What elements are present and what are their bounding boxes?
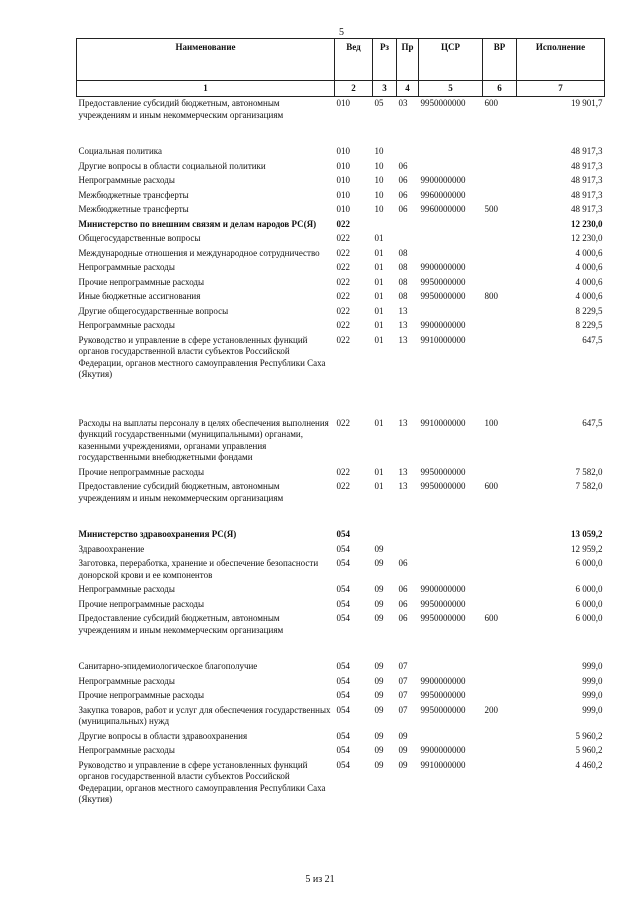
cell-exec: 6 000,0 bbox=[575, 584, 603, 594]
cell-vr: 600 bbox=[484, 98, 498, 108]
cell-rz: 09 bbox=[374, 613, 384, 623]
cell-ved: 022 bbox=[336, 320, 350, 330]
cell-csr bbox=[419, 730, 483, 745]
cell-ved: 022 bbox=[336, 305, 350, 316]
table-header-row bbox=[77, 39, 605, 81]
cell-exec: 7 582,0 bbox=[575, 466, 603, 477]
cell-name: Закупка товаров, работ и услуг для обеспечения государственных (муниципальных) нужд bbox=[78, 704, 331, 726]
cell-pr: 13 bbox=[398, 417, 408, 428]
cell-pr: 06 bbox=[398, 598, 408, 609]
cell-exec: 19 901,7 bbox=[571, 98, 603, 108]
cell-ved: 022 bbox=[336, 334, 350, 345]
cell-csr bbox=[419, 232, 483, 247]
cell-name: Межбюджетные трансферты bbox=[78, 204, 189, 214]
cell-vr: 600 bbox=[484, 613, 498, 623]
cell-exec: 4 460,2 bbox=[575, 759, 603, 770]
table-row bbox=[77, 261, 605, 276]
cell-rz: 09 bbox=[374, 690, 384, 700]
page-number-top: 5 bbox=[339, 27, 344, 38]
header-vr: ВР bbox=[483, 39, 517, 81]
cell-pr bbox=[397, 218, 419, 233]
cell-exec: 7 582,0 bbox=[575, 481, 603, 491]
cell-exec: 8 229,5 bbox=[575, 305, 603, 316]
table-row bbox=[77, 160, 605, 175]
cell-csr: 9960000000 bbox=[420, 204, 466, 214]
spacer-row bbox=[77, 506, 605, 528]
cell-exec: 4 000,6 bbox=[575, 247, 603, 258]
table-row bbox=[77, 232, 605, 247]
table-row bbox=[77, 319, 605, 334]
cell-ved: 054 bbox=[336, 529, 350, 539]
cell-pr: 08 bbox=[398, 247, 408, 258]
cell-pr: 06 bbox=[398, 189, 408, 200]
col-number: 2 bbox=[335, 81, 373, 97]
cell-name: Санитарно-эпидемиологическое благополучие bbox=[78, 661, 258, 671]
cell-vr bbox=[483, 160, 517, 175]
budget-table bbox=[76, 38, 605, 808]
cell-vr bbox=[483, 261, 517, 276]
col-number: 4 bbox=[397, 81, 419, 97]
page-footer: 5 из 21 bbox=[305, 874, 335, 885]
cell-pr: 06 bbox=[398, 204, 408, 214]
cell-exec: 999,0 bbox=[582, 690, 603, 700]
cell-rz bbox=[373, 528, 397, 543]
header-pr: Пр bbox=[397, 39, 419, 81]
cell-exec: 13 059,2 bbox=[571, 529, 603, 539]
cell-ved: 022 bbox=[336, 218, 350, 229]
header-rz: Рз bbox=[373, 39, 397, 81]
cell-rz: 01 bbox=[374, 262, 384, 272]
cell-csr: 9960000000 bbox=[420, 189, 466, 200]
cell-ved: 054 bbox=[336, 598, 350, 609]
cell-csr bbox=[419, 305, 483, 320]
header-exec: Исполнение bbox=[517, 39, 605, 81]
cell-rz: 09 bbox=[374, 704, 384, 715]
cell-rz: 09 bbox=[374, 730, 384, 741]
column-number-row bbox=[77, 81, 605, 97]
cell-csr: 9910000000 bbox=[420, 759, 466, 770]
cell-pr: 07 bbox=[398, 690, 408, 700]
cell-csr bbox=[419, 557, 483, 583]
cell-name: Непрограммные расходы bbox=[78, 175, 175, 185]
header-ved: Вед bbox=[335, 39, 373, 81]
table-row bbox=[77, 466, 605, 481]
cell-exec: 6 000,0 bbox=[575, 598, 603, 609]
table-row bbox=[77, 417, 605, 466]
cell-vr: 600 bbox=[484, 481, 498, 491]
cell-exec: 5 960,2 bbox=[575, 730, 603, 741]
cell-pr: 13 bbox=[398, 305, 408, 316]
cell-ved: 054 bbox=[336, 730, 350, 741]
cell-csr: 9900000000 bbox=[420, 175, 466, 185]
cell-ved: 022 bbox=[336, 276, 350, 287]
cell-exec: 5 960,2 bbox=[575, 745, 603, 755]
cell-exec: 48 917,3 bbox=[571, 146, 603, 156]
cell-rz: 01 bbox=[374, 276, 384, 287]
cell-vr: 800 bbox=[484, 291, 498, 301]
cell-name: Социальная политика bbox=[78, 146, 162, 156]
table-row bbox=[77, 247, 605, 262]
cell-csr bbox=[419, 660, 483, 675]
cell-ved: 054 bbox=[336, 675, 350, 686]
cell-vr bbox=[483, 334, 517, 383]
cell-name: Предоставление субсидий бюджетным, автономным учреждениям и иным некоммерческим организациям bbox=[78, 481, 284, 503]
cell-ved: 022 bbox=[336, 291, 350, 301]
cell-vr bbox=[483, 189, 517, 204]
cell-pr: 08 bbox=[398, 291, 408, 301]
spacer-row bbox=[77, 123, 605, 145]
cell-rz: 10 bbox=[374, 146, 384, 156]
cell-ved: 022 bbox=[336, 481, 350, 491]
cell-exec: 4 000,6 bbox=[575, 291, 603, 301]
cell-rz: 09 bbox=[374, 745, 384, 755]
cell-pr bbox=[397, 232, 419, 247]
cell-csr: 9950000000 bbox=[420, 466, 466, 477]
cell-rz: 01 bbox=[374, 320, 384, 330]
cell-name: Министерство по внешним связям и делам народов РС(Я) bbox=[78, 218, 317, 229]
cell-name: Непрограммные расходы bbox=[78, 675, 175, 686]
cell-name: Прочие непрограммные расходы bbox=[78, 690, 205, 700]
cell-exec: 4 000,6 bbox=[575, 262, 603, 272]
cell-pr: 03 bbox=[398, 98, 408, 108]
cell-vr bbox=[483, 528, 517, 543]
cell-exec: 12 230,0 bbox=[571, 233, 603, 243]
cell-rz: 01 bbox=[374, 481, 384, 491]
cell-ved: 054 bbox=[336, 745, 350, 755]
cell-csr: 9900000000 bbox=[420, 320, 466, 330]
cell-ved: 022 bbox=[336, 466, 350, 477]
table-row bbox=[77, 276, 605, 291]
cell-pr bbox=[397, 528, 419, 543]
cell-ved: 010 bbox=[336, 98, 350, 108]
cell-csr: 9900000000 bbox=[420, 262, 466, 272]
cell-exec: 6 000,0 bbox=[575, 558, 603, 568]
cell-rz: 09 bbox=[374, 661, 384, 671]
table-row bbox=[77, 583, 605, 598]
cell-csr: 9910000000 bbox=[420, 417, 466, 428]
cell-exec: 647,5 bbox=[582, 334, 603, 345]
cell-rz: 05 bbox=[374, 98, 384, 108]
cell-pr: 13 bbox=[398, 334, 408, 345]
cell-csr bbox=[419, 528, 483, 543]
cell-ved: 054 bbox=[336, 543, 350, 554]
cell-vr bbox=[483, 744, 517, 759]
cell-rz bbox=[373, 218, 397, 233]
cell-csr: 9950000000 bbox=[420, 276, 466, 287]
cell-pr: 06 bbox=[398, 584, 408, 594]
col-number: 7 bbox=[517, 81, 605, 97]
cell-name: Межбюджетные трансферты bbox=[78, 189, 189, 200]
cell-pr: 07 bbox=[398, 675, 408, 686]
spacer-row bbox=[77, 638, 605, 660]
cell-rz: 09 bbox=[374, 598, 384, 609]
cell-ved: 010 bbox=[336, 189, 350, 200]
cell-vr bbox=[483, 174, 517, 189]
cell-name: Иные бюджетные ассигнования bbox=[78, 291, 201, 301]
cell-ved: 054 bbox=[336, 690, 350, 700]
cell-ved: 022 bbox=[336, 247, 350, 258]
cell-csr: 9950000000 bbox=[420, 598, 466, 609]
cell-name: Заготовка, переработка, хранение и обеспечение безопасности донорской крови и ее компонентов bbox=[78, 558, 319, 580]
cell-csr: 9900000000 bbox=[420, 675, 466, 686]
cell-rz: 10 bbox=[374, 175, 384, 185]
cell-pr: 08 bbox=[398, 262, 408, 272]
cell-vr: 100 bbox=[484, 417, 498, 428]
cell-rz: 10 bbox=[374, 204, 384, 214]
cell-name: Международные отношения и международное сотрудничество bbox=[78, 247, 320, 258]
cell-pr: 09 bbox=[398, 730, 408, 741]
cell-name: Другие вопросы в области здравоохранения bbox=[78, 730, 248, 741]
cell-vr bbox=[483, 145, 517, 160]
cell-pr: 06 bbox=[398, 558, 408, 568]
cell-rz: 09 bbox=[374, 558, 384, 568]
cell-name: Здравоохранение bbox=[78, 543, 145, 554]
cell-name: Другие вопросы в области социальной политики bbox=[78, 160, 266, 171]
cell-exec: 48 917,3 bbox=[571, 189, 603, 200]
cell-rz: 01 bbox=[374, 247, 384, 258]
cell-vr bbox=[483, 319, 517, 334]
table-row bbox=[77, 480, 605, 506]
cell-ved: 010 bbox=[336, 175, 350, 185]
cell-ved: 010 bbox=[336, 146, 350, 156]
cell-pr: 08 bbox=[398, 276, 408, 287]
table-row bbox=[77, 145, 605, 160]
cell-csr bbox=[419, 218, 483, 233]
cell-csr: 9950000000 bbox=[420, 481, 466, 491]
header-csr: ЦСР bbox=[419, 39, 483, 81]
cell-ved: 022 bbox=[336, 233, 350, 243]
cell-name: Расходы на выплаты персоналу в целях обеспечения выполнения функций государственными (муниципальными) органами, казенными учреждениями, органами управления государственными внебюджетными фондами bbox=[78, 417, 329, 462]
cell-vr bbox=[483, 730, 517, 745]
cell-vr bbox=[483, 232, 517, 247]
cell-ved: 022 bbox=[336, 417, 350, 428]
cell-pr: 09 bbox=[398, 745, 408, 755]
cell-name: Предоставление субсидий бюджетным, автономным учреждениям и иным некоммерческим организациям bbox=[78, 613, 284, 635]
cell-csr: 9910000000 bbox=[420, 334, 466, 345]
table-row-ministry bbox=[77, 528, 605, 543]
cell-rz: 01 bbox=[374, 334, 384, 345]
cell-ved: 054 bbox=[336, 584, 350, 594]
cell-rz: 01 bbox=[374, 466, 384, 477]
cell-vr bbox=[483, 543, 517, 558]
cell-ved: 054 bbox=[336, 661, 350, 671]
cell-vr bbox=[483, 247, 517, 262]
table-row bbox=[77, 543, 605, 558]
cell-exec: 48 917,3 bbox=[571, 160, 603, 171]
cell-name: Руководство и управление в сфере установленных функций органов государственной власти субъектов Российской Федерации, органов местного самоуправления Республики Саха (Якутия) bbox=[78, 759, 326, 804]
cell-rz: 09 bbox=[374, 543, 384, 554]
cell-exec: 999,0 bbox=[582, 704, 603, 715]
table-row bbox=[77, 689, 605, 704]
cell-csr: 9950000000 bbox=[420, 98, 466, 108]
table-row bbox=[77, 203, 605, 218]
cell-rz: 09 bbox=[374, 675, 384, 686]
table-row bbox=[77, 660, 605, 675]
table-row bbox=[77, 97, 605, 124]
cell-name: Непрограммные расходы bbox=[78, 320, 175, 330]
cell-pr bbox=[397, 145, 419, 160]
cell-exec: 4 000,6 bbox=[575, 276, 603, 287]
cell-rz: 01 bbox=[374, 291, 384, 301]
cell-vr bbox=[483, 675, 517, 690]
table-row-ministry bbox=[77, 218, 605, 233]
cell-ved: 054 bbox=[336, 759, 350, 770]
col-number: 5 bbox=[419, 81, 483, 97]
cell-csr: 9900000000 bbox=[420, 584, 466, 594]
cell-pr: 13 bbox=[398, 481, 408, 491]
cell-rz: 09 bbox=[374, 584, 384, 594]
cell-csr bbox=[419, 160, 483, 175]
cell-rz: 01 bbox=[374, 305, 384, 316]
cell-csr bbox=[419, 145, 483, 160]
cell-csr: 9900000000 bbox=[420, 745, 466, 755]
table-row bbox=[77, 744, 605, 759]
cell-ved: 022 bbox=[336, 262, 350, 272]
cell-exec: 999,0 bbox=[582, 675, 603, 686]
table-row bbox=[77, 334, 605, 383]
cell-exec: 48 917,3 bbox=[571, 175, 603, 185]
cell-rz: 01 bbox=[374, 417, 384, 428]
cell-vr bbox=[483, 557, 517, 583]
cell-vr bbox=[483, 218, 517, 233]
cell-pr: 06 bbox=[398, 613, 408, 623]
cell-exec: 48 917,3 bbox=[571, 204, 603, 214]
cell-exec: 8 229,5 bbox=[575, 320, 603, 330]
cell-rz: 09 bbox=[374, 759, 384, 770]
cell-name: Прочие непрограммные расходы bbox=[78, 466, 205, 477]
table-row bbox=[77, 557, 605, 583]
cell-pr: 06 bbox=[398, 175, 408, 185]
cell-exec: 999,0 bbox=[582, 661, 603, 671]
cell-vr: 200 bbox=[484, 704, 498, 715]
cell-name: Предоставление субсидий бюджетным, автономным учреждениям и иным некоммерческим организациям bbox=[78, 98, 284, 120]
cell-ved: 054 bbox=[336, 704, 350, 715]
table-row bbox=[77, 759, 605, 808]
table-row bbox=[77, 598, 605, 613]
table-row bbox=[77, 730, 605, 745]
cell-ved: 054 bbox=[336, 558, 350, 568]
cell-exec: 6 000,0 bbox=[575, 613, 603, 623]
table-row bbox=[77, 704, 605, 730]
cell-csr bbox=[419, 543, 483, 558]
cell-pr: 13 bbox=[398, 320, 408, 330]
cell-pr: 07 bbox=[398, 661, 408, 671]
cell-name: Непрограммные расходы bbox=[78, 584, 175, 594]
cell-pr bbox=[397, 543, 419, 558]
table-row bbox=[77, 290, 605, 305]
cell-exec: 12 230,0 bbox=[571, 218, 603, 229]
cell-name: Руководство и управление в сфере установленных функций органов государственной власти субъектов Российской Федерации, органов местного самоуправления Республики Саха (Якутия) bbox=[78, 334, 326, 379]
cell-vr bbox=[483, 598, 517, 613]
cell-csr: 9950000000 bbox=[420, 690, 466, 700]
cell-exec: 647,5 bbox=[582, 417, 603, 428]
col-number: 1 bbox=[77, 81, 335, 97]
col-number: 6 bbox=[483, 81, 517, 97]
cell-pr: 13 bbox=[398, 466, 408, 477]
cell-vr bbox=[483, 583, 517, 598]
cell-ved: 010 bbox=[336, 160, 350, 171]
cell-csr: 9950000000 bbox=[420, 291, 466, 301]
cell-ved: 010 bbox=[336, 204, 350, 214]
cell-pr: 06 bbox=[398, 160, 408, 171]
cell-pr: 07 bbox=[398, 704, 408, 715]
cell-name: Непрограммные расходы bbox=[78, 745, 175, 755]
cell-name: Другие общегосударственные вопросы bbox=[78, 305, 229, 316]
cell-name: Прочие непрограммные расходы bbox=[78, 598, 205, 609]
cell-vr bbox=[483, 466, 517, 481]
cell-name: Общегосударственные вопросы bbox=[78, 233, 201, 243]
cell-rz: 01 bbox=[374, 233, 384, 243]
cell-name: Непрограммные расходы bbox=[78, 262, 175, 272]
cell-vr bbox=[483, 660, 517, 675]
table-row bbox=[77, 612, 605, 638]
cell-csr: 9950000000 bbox=[420, 704, 466, 715]
cell-vr: 500 bbox=[484, 204, 498, 214]
cell-vr bbox=[483, 759, 517, 808]
table-row bbox=[77, 189, 605, 204]
cell-csr: 9950000000 bbox=[420, 613, 466, 623]
header-name: Наименование bbox=[77, 39, 335, 81]
cell-rz: 10 bbox=[374, 189, 384, 200]
cell-rz: 10 bbox=[374, 160, 384, 171]
cell-csr bbox=[419, 247, 483, 262]
table-row bbox=[77, 174, 605, 189]
cell-vr bbox=[483, 305, 517, 320]
table-row bbox=[77, 675, 605, 690]
cell-name: Министерство здравоохранения РС(Я) bbox=[78, 529, 237, 539]
cell-pr: 09 bbox=[398, 759, 408, 770]
table-row bbox=[77, 305, 605, 320]
spacer-row bbox=[77, 383, 605, 417]
col-number: 3 bbox=[373, 81, 397, 97]
cell-vr bbox=[483, 276, 517, 291]
cell-exec: 12 959,2 bbox=[571, 543, 603, 554]
cell-vr bbox=[483, 689, 517, 704]
cell-ved: 054 bbox=[336, 613, 350, 623]
cell-name: Прочие непрограммные расходы bbox=[78, 276, 205, 287]
